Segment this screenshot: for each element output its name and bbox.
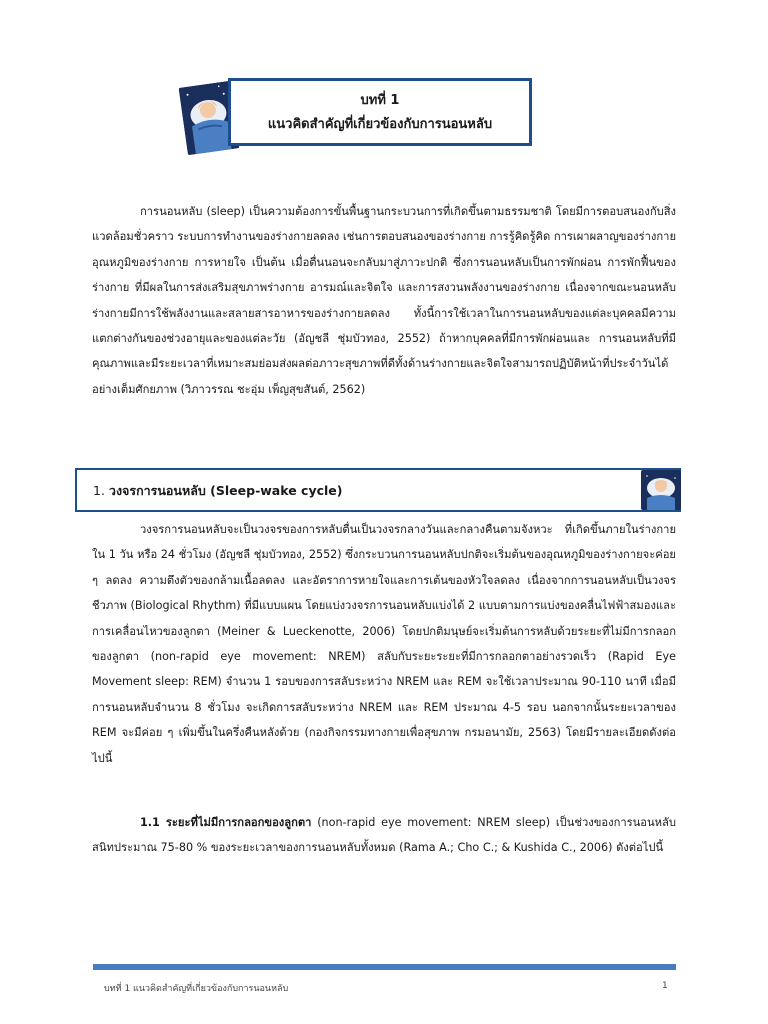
chapter-number: บทที่ 1 bbox=[360, 93, 400, 108]
intro-paragraph bbox=[92, 199, 676, 402]
page-number: 1 bbox=[662, 981, 668, 991]
section-heading-box bbox=[75, 468, 681, 512]
footer-chapter-title: บทที่ 1 แนวคิดสำคัญที่เกี่ยวข้องกับการนอนหลับ bbox=[104, 984, 289, 994]
footer-bar bbox=[93, 964, 676, 970]
subsection-text: (non-rapid eye movement: NREM sleep) เป็นช่วงของการนอนหลับสนิทประมาณ 75-80 % ของระยะเวลาของการนอนหลับทั้งหมด (Rama A.; Cho C.; & Kushida C., 2006) ดังต่อไปนี้ bbox=[92, 816, 676, 855]
subsection-title: 1.1 ระยะที่ไม่มีการกลอกของลูกตา bbox=[140, 816, 312, 829]
section-title-text: วงจรการนอนหลับ (Sleep-wake cycle) bbox=[108, 483, 343, 498]
intro-text: การนอนหลับ (sleep) เป็นความต้องการขั้นพื้นฐานกระบวนการที่เกิดขึ้นตามธรรมชาติ โดยมีการตอบสนองกับสิ่งแวดล้อมชั่วคราว ระบบการทำงานของร่างกายลดลง เช่นการตอบสนองของร่างกาย การรู้คิดรู้คิด การเผาผลาญของร่างกาย อุณหภูมิของร่างกาย การหายใจ เป็นต้น เมื่อตื่นนอนจะกลับมาสู่ภาวะปกติ ซึ่งการนอนหลับเป็นการพักผ่อน การพักฟื้นของร่างกาย ที่มีผลในการส่งเสริมสุขภาพร่างกาย อารมณ์และจิตใจ และการสงวนพลังงานของร่างกาย เนื่องจากขณะนอนหลับร่างกายมีการใช้พลังงานและสลายสารอาหารของร่างกายลดลง ทั้งนี้การใช้เวลาในการนอนหลับของแต่ละบุคคลมีความแตกต่างกันของช่วงอายุและของแต่ละวัย (อัญชลี ชุ่มบัวทอง, 2552) ถ้าหากบุคคลที่มีการพักผ่อนและ การนอนหลับที่มีคุณภาพและมีระยะเวลาที่เหมาะสมย่อมส่งผลต่อภาวะสุขภาพที่ดีทั้งด้านร่างกายและจิตใจสามารถปฏิบัติหน้าที่ประจำวันได้อย่างเต็มศักยภาพ (วิภาวรรณ ชะอุ่ม เพ็ญสุขสันต์, 2562) bbox=[92, 205, 676, 396]
sleep-cycle-paragraph bbox=[92, 517, 676, 771]
section-number: 1. bbox=[93, 483, 105, 498]
sleeping-girl-thumbnail bbox=[641, 470, 681, 510]
nrem-paragraph bbox=[92, 810, 676, 861]
chapter-title: แนวคิดสำคัญที่เกี่ยวข้องกับการนอนหลับ bbox=[267, 117, 493, 132]
sleep-cycle-text: วงจรการนอนหลับจะเป็นวงจรของการหลับตื่นเป็นวงจรกลางวันและกลางคืนตามจังหวะ ที่เกิดขึ้นภายในร่างกายใน 1 วัน หรือ 24 ชั่วโมง (อัญชลี ชุ่มบัวทอง, 2552) ซึ่งกระบวนการนอนหลับปกติจะเริ่มต้นของอุณหภูมิของร่างกายจะค่อย ๆ ลดลง ความตึงตัวของกล้ามเนื้อลดลง และอัตราการหายใจและการเต้นของหัวใจลดลง เนื่องจากการนอนหลับเป็นวงจรชีวภาพ (Biological Rhythm) ที่มีแบบแผน โดยแบ่งวงจรการนอนหลับแบ่งได้ 2 แบบตามการแบ่งของคลื่นไฟฟ้าสมองและการเคลื่อนไหวของลูกตา (Meiner & Lueckenotte, 2006) โดยปกติมนุษย์จะเริ่มต้นการหลับด้วยระยะที่ไม่มีการกลอกของลูกตา (non-rapid eye movement: NREM) สลับกับระยะระยะที่มีการกลอกตาอย่างรวดเร็ว (Rapid Eye Movement sleep: REM) จำนวน 1 รอบของการสลับระหว่าง NREM และ REM จะใช้เวลาประมาณ 90-110 นาที เมื่อมีการนอนหลับจำนวน 8 ชั่วโมง จะเกิดการสลับระหว่าง NREM และ REM ประมาณ 4-5 รอบ นอกจากนั้นระยะเวลาของ REM จะมีค่อย ๆ เพิ่มขึ้นในครึ่งคืนหลังด้วย (กองกิจกรรมทางกายเพื่อสุขภาพ กรมอนามัย, 2563) โดยมีรายละเอียดดังต่อไปนี้ bbox=[92, 523, 676, 765]
section-title bbox=[93, 481, 343, 501]
chapter-heading-box bbox=[228, 78, 532, 146]
